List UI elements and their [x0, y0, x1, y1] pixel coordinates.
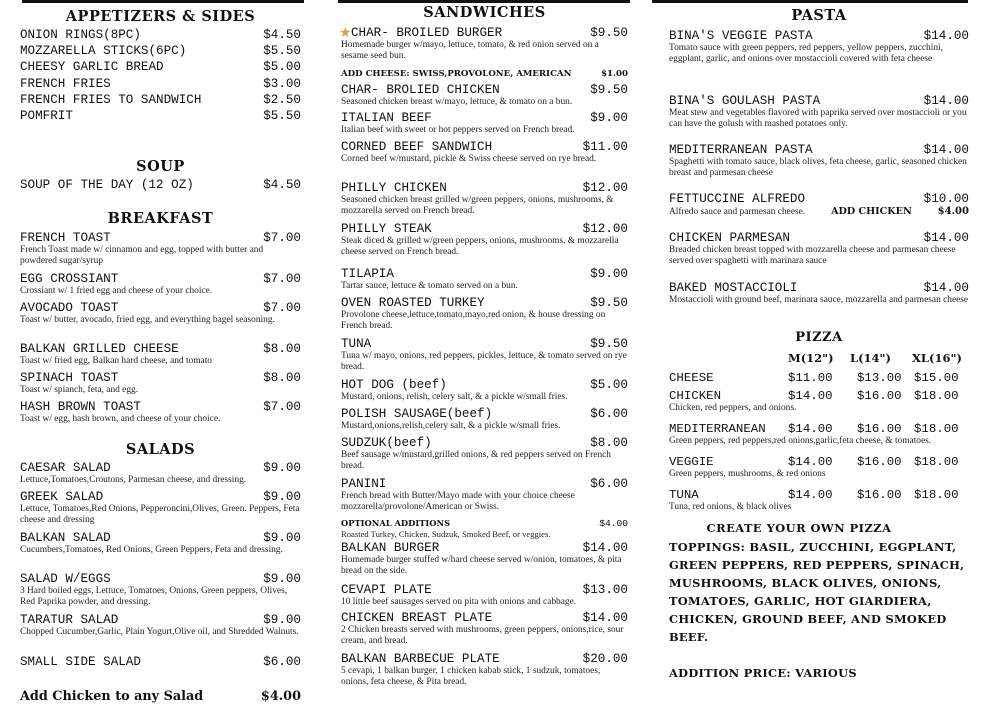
menu-item — [341, 26, 628, 63]
optional-additions-label: OPTIONAL ADDITIONS — [341, 518, 451, 528]
section-title-appetizers: APPETIZERS & SIDES — [65, 8, 256, 25]
item-price: $7.00 — [263, 231, 301, 245]
pizza-price-m: $11.00 — [788, 371, 833, 385]
item-price: $12.00 — [582, 222, 628, 236]
item-description: Steak diced & grilled w/green peppers, onions, mushrooms, & mozzarella cheese served on French bread. — [341, 236, 619, 258]
item-description: Mustard, onions, relish, celery salt, & a pickle w/small fries. — [341, 392, 568, 402]
item-name: PHILLY CHICKEN — [341, 181, 447, 195]
pizza-toppings: TOPPINGS: BASIL, ZUCCHINI, EGGPLANT, GREEN PEPPERS, RED PEPPERS, SPINACH, MUSHROOMS, BLACK OLIVES, ONIONS, TOMATOES, GARLIC, HOT GIARDIERA, CHICKEN, GROUND BEEF, AND SMOKED BEEF. — [669, 540, 965, 644]
menu-item — [20, 93, 301, 109]
item-description: French bread with Butter/Mayo made with your choice cheese mozzarella/provolone/American or Swiss. — [341, 491, 575, 513]
item-price: $6.00 — [590, 477, 628, 491]
column-top-rule — [338, 0, 630, 3]
item-description: Provolone cheese,lettuce,tomato,mayo,red onion, & house dressing on French bread. — [341, 310, 606, 332]
item-name: MOZZARELLA STICKS(6PC) — [20, 44, 187, 59]
pizza-price-l: $16.00 — [857, 389, 902, 403]
pizza-price-m: $14.00 — [788, 455, 833, 469]
item-price: $9.00 — [263, 490, 301, 504]
menu-item — [341, 436, 628, 473]
pizza-description: Green peppers, red peppers,red onions,garlic,feta cheese, & tomatoes. — [669, 436, 932, 446]
menu-item — [20, 272, 301, 297]
menu-item — [20, 531, 301, 556]
pizza-price-l: $16.00 — [857, 455, 902, 469]
item-description: Mustard,onions,relish,celery salt, & a pickle w/small fries. — [341, 421, 561, 431]
appetizers-list — [20, 28, 301, 125]
pizza-price-l: $16.00 — [857, 422, 902, 436]
star-icon: ★ — [339, 26, 352, 41]
menu-item — [341, 267, 628, 292]
item-price: $9.00 — [590, 111, 628, 125]
item-price: $3.00 — [263, 76, 301, 91]
item-name: BAKED MOSTACCIOLI — [669, 281, 798, 295]
menu-item — [669, 143, 969, 180]
item-name: BINA'S GOULASH PASTA — [669, 94, 821, 108]
section-title-pasta: PASTA — [791, 7, 847, 24]
item-price: $4.50 — [263, 178, 301, 192]
item-name: TILAPIA — [341, 267, 394, 281]
item-description: Cucumbers,Tomatoes, Red Onions, Green Peppers, Feta and dressing. — [20, 545, 283, 555]
item-name: POLISH SAUSAGE(beef) — [341, 407, 493, 421]
size-large: L(14") — [850, 351, 891, 365]
section-title-sandwiches: SANDWICHES — [423, 4, 546, 21]
pizza-name: TUNA — [669, 488, 699, 502]
pizza-name: MEDITERRANEAN — [669, 422, 766, 436]
item-price: $14.00 — [923, 231, 969, 245]
menu-item — [669, 29, 969, 66]
pizza-price-xl: $18.00 — [914, 455, 959, 469]
item-price: $14.00 — [582, 611, 628, 625]
item-description: Meat stew and vegetables flavored with paprika served over mostaccioli or you can have the golush with mashed potatoes only. — [669, 108, 967, 130]
add-chicken-price: $4.00 — [260, 689, 301, 704]
item-price: $14.00 — [923, 143, 969, 157]
item-price: $7.00 — [263, 301, 301, 315]
pizza-row — [669, 389, 969, 414]
add-cheese-option — [341, 69, 628, 79]
item-price: $7.00 — [263, 272, 301, 286]
menu-item — [20, 613, 301, 638]
item-name: BINA'S VEGGIE PASTA — [669, 29, 813, 43]
menu-item — [341, 477, 628, 514]
item-name: BALKAN BURGER — [341, 541, 440, 555]
item-description: Toast w/ fried egg, Balkan hard cheese, and tomato — [20, 356, 212, 366]
menu-item — [341, 296, 628, 333]
add-chicken-label: ADD CHICKEN — [831, 206, 912, 217]
item-price: $9.50 — [590, 296, 628, 310]
item-name: SPINACH TOAST — [20, 371, 119, 385]
item-name: SALAD W/EGGS — [20, 572, 111, 586]
item-price: $9.00 — [263, 572, 301, 586]
add-chicken-label: Add Chicken to any Salad — [20, 689, 204, 704]
item-price: $8.00 — [590, 436, 628, 450]
menu-item — [341, 140, 628, 165]
item-name: SMALL SIDE SALAD — [20, 655, 141, 669]
item-description: Tuna w/ mayo, onions, red peppers, pickles, lettuce, & tomato served on rye bread. — [341, 351, 627, 373]
item-name: POMFRIT — [20, 108, 73, 123]
menu-item — [341, 611, 628, 648]
item-name: HASH BROWN TOAST — [20, 400, 141, 414]
menu-item — [341, 83, 628, 108]
pizza-row — [669, 488, 969, 513]
pizza-price-xl: $18.00 — [914, 389, 959, 403]
item-price: $9.00 — [263, 531, 301, 545]
menu-item — [20, 490, 301, 527]
item-description: Spaghetti with tomato sauce, black olives, feta cheese, garlic, seasoned chicken breast and parmesan cheese — [669, 157, 967, 179]
pizza-row — [669, 455, 969, 480]
column-top-rule — [22, 0, 304, 3]
add-chicken-salad — [20, 689, 301, 704]
item-name: CHICKEN BREAST PLATE — [341, 611, 493, 625]
item-name: TUNA — [341, 337, 372, 351]
pizza-row — [669, 422, 969, 447]
column-top-rule — [652, 0, 968, 3]
item-price: $13.00 — [582, 583, 628, 597]
item-name: BALKAN SALAD — [20, 531, 111, 545]
item-description: Italian beef with sweet or hot peppers served on French bread. — [341, 125, 575, 135]
item-price: $6.00 — [263, 655, 301, 669]
item-description: Beef sausage w/mustard,grilled onions, & red peppers served on French bread. — [341, 450, 611, 472]
item-description: Homemade burger stuffed w/hard cheese served w/onion, tomatoes, & pita bread on the side. — [341, 555, 622, 577]
create-your-own-title: CREATE YOUR OWN PIZZA — [706, 521, 892, 535]
item-name: SOUP OF THE DAY (12 OZ) — [20, 178, 194, 192]
item-price: $9.00 — [263, 461, 301, 475]
item-price: $9.00 — [590, 267, 628, 281]
item-name: EGG CROSSIANT — [20, 272, 119, 286]
item-price: $7.00 — [263, 400, 301, 414]
addition-price: ADDITION PRICE: VARIOUS — [669, 666, 857, 680]
item-price: $5.50 — [263, 44, 301, 59]
item-description: Seasoned chicken breast w/mayo, lettuce, & tomato on a bun. — [341, 97, 573, 107]
item-price: $6.00 — [590, 407, 628, 421]
item-name: CHEESY GARLIC BREAD — [20, 60, 164, 75]
pizza-price-m: $14.00 — [788, 389, 833, 403]
item-price: $9.50 — [590, 83, 628, 97]
item-price: $10.00 — [923, 192, 969, 206]
menu-item — [20, 572, 301, 609]
item-name: CAESAR SALAD — [20, 461, 111, 475]
item-name: PANINI — [341, 477, 387, 491]
section-title-soup: SOUP — [136, 158, 185, 175]
menu-item — [341, 541, 628, 578]
menu-item — [20, 28, 301, 44]
menu-item — [669, 192, 969, 218]
menu-item — [20, 44, 301, 60]
pizza-price-m: $14.00 — [788, 488, 833, 502]
item-name: CHAR- BROLIED CHICKEN — [341, 83, 500, 97]
pizza-price-m: $14.00 — [788, 422, 833, 436]
item-name: TARATUR SALAD — [20, 613, 119, 627]
item-name: GREEK SALAD — [20, 490, 104, 504]
item-description: Crossiant w/ 1 fried egg and cheese of your choice. — [20, 286, 213, 296]
item-description: Toast w/ egg, hash brown, and cheese of your choice. — [20, 414, 221, 424]
item-price: $9.50 — [590, 26, 628, 40]
item-price: $9.00 — [263, 613, 301, 627]
item-description: Lettuce,Tomatoes,Croutons, Parmesan cheese, and dressing. — [20, 475, 247, 485]
size-medium: M(12") — [788, 351, 834, 365]
item-price: $14.00 — [582, 541, 628, 555]
item-name: CEVAPI PLATE — [341, 583, 432, 597]
item-price: $20.00 — [582, 652, 628, 666]
item-description: Mostaccioli with ground beef, marinara sauce, mozzarella and parmesan cheese — [669, 295, 969, 305]
item-price: $9.50 — [590, 337, 628, 351]
item-name: FRENCH FRIES — [20, 76, 111, 91]
menu-item — [20, 77, 301, 93]
menu-item — [20, 109, 301, 125]
item-price: $14.00 — [923, 281, 969, 295]
item-price: $14.00 — [923, 94, 969, 108]
item-price: $8.00 — [263, 371, 301, 385]
item-description: 5 cevapi, 1 balkan burger, 1 chicken kabab stick, 1 sudzuk, tomatoes, onions, feta cheese, & Pita bread. — [341, 666, 601, 688]
menu-item — [20, 60, 301, 76]
item-name: OVEN ROASTED TURKEY — [341, 296, 485, 310]
pizza-name: CHICKEN — [669, 389, 722, 403]
section-title-salads: SALADS — [125, 441, 196, 458]
add-chicken-price: $4.00 — [937, 206, 969, 217]
item-description: Toast w/ spianch, feta, and egg. — [20, 385, 139, 395]
pizza-size-header — [669, 351, 969, 365]
item-name: SUDZUK(beef) — [341, 436, 432, 450]
menu-item — [20, 400, 301, 425]
menu-item — [20, 655, 301, 669]
pizza-name: CHEESE — [669, 371, 714, 385]
add-cheese-label: ADD CHEESE: SWISS,PROVOLONE, AMERICAN — [341, 69, 572, 79]
item-price: $2.50 — [263, 92, 301, 107]
item-description: Breaded chicken breast topped with mozzarella cheese and parmesan cheese served over spaghetti with marinara sauce — [669, 245, 956, 267]
menu-item — [341, 111, 628, 136]
optional-additions — [341, 518, 628, 540]
menu-item — [341, 181, 628, 218]
item-price: $5.00 — [590, 378, 628, 392]
menu-item — [669, 231, 969, 268]
item-description: Homemade burger w/mayo, lettuce, tomato, & red onion served on a sesame seed bun. — [341, 40, 599, 62]
item-name: ITALIAN BEEF — [341, 111, 432, 125]
item-description: 2 Chicken breasts served with mushrooms, green peppers, onions,rice, sour cream, and bread. — [341, 625, 624, 647]
menu-item — [20, 301, 301, 326]
menu-item — [341, 222, 628, 259]
item-name: ONION RINGS(8PC) — [20, 28, 141, 42]
item-price: $14.00 — [923, 29, 969, 43]
size-xlarge: XL(16") — [912, 351, 962, 365]
item-price: $12.00 — [582, 181, 628, 195]
item-price: $11.00 — [582, 140, 628, 154]
item-description: 3 Hard boiled eggs, Lettuce, Tomatoes, Onions, Green peppers, Olives, Red Paprika powder, and dressing. — [20, 586, 288, 608]
item-description: Corned beef w/mustard, pickle & Swiss cheese served on rye bread. — [341, 154, 597, 164]
item-price: $4.50 — [263, 28, 301, 42]
menu-item — [341, 378, 628, 403]
item-name: FRENCH TOAST — [20, 231, 111, 245]
item-description: Toast w/ butter, avocado, fried egg, and everything bagel seasoning. — [20, 315, 275, 325]
item-name: BALKAN GRILLED CHEESE — [20, 342, 179, 356]
menu-item — [341, 583, 628, 608]
pizza-name: VEGGIE — [669, 455, 714, 469]
section-title-pizza: PIZZA — [795, 330, 843, 345]
item-description: Tomato sauce with green peppers, red peppers, yellow peppers, zucchini, eggplant, garlic, and onions over mostaccioli covered with feta cheese — [669, 43, 943, 65]
item-description: Seasoned chicken breast grilled w/green peppers, onions, mushrooms, & mozzarella served on French bread. — [341, 195, 614, 217]
menu-item — [669, 281, 969, 306]
pizza-price-l: $13.00 — [857, 371, 902, 385]
item-price: $5.50 — [263, 108, 301, 123]
menu-item — [341, 407, 628, 432]
menu-item — [20, 371, 301, 396]
item-name: FETTUCCINE ALFREDO — [669, 192, 806, 206]
menu-item — [20, 231, 301, 268]
item-price: $5.00 — [263, 60, 301, 75]
pizza-description: Tuna, red onions, & black olives — [669, 502, 792, 512]
item-description: French Toast made w/ cinnamon and egg, topped with butter and powdered sugar/syrup — [20, 245, 264, 267]
pizza-price-xl: $18.00 — [914, 422, 959, 436]
add-cheese-price: $1.00 — [601, 69, 628, 79]
item-price: $8.00 — [263, 342, 301, 356]
item-name: HOT DOG (beef) — [341, 378, 447, 392]
pizza-price-xl: $18.00 — [914, 488, 959, 502]
item-description: Alfredo sauce and parmesan cheese. — [669, 207, 806, 217]
optional-additions-description: Roasted Turkey, Chicken, Sudzuk, Smoked Beef, or veggies. — [341, 529, 551, 539]
item-name: AVOCADO TOAST — [20, 301, 119, 315]
pizza-description: Green peppers, mushrooms, & red onions — [669, 469, 826, 479]
pizza-price-l: $16.00 — [857, 488, 902, 502]
item-name: MEDITERRANEAN PASTA — [669, 143, 813, 157]
pizza-row — [669, 371, 969, 385]
item-name: BALKAN BARBECUE PLATE — [341, 652, 500, 666]
pizza-description: Chicken, red peppers, and onions. — [669, 403, 797, 413]
item-description: Chopped Cucumber,Garlic, Plain Yogurt,Olive oil, and Shredded Walnuts. — [20, 627, 299, 637]
item-description: Tartar sauce, lettuce & tomato served on a bun. — [341, 281, 518, 291]
item-description: Lettuce, Tomatoes,Red Onions, Pepperoncini,Olives, Green. Peppers, Feta cheese and dressing — [20, 504, 300, 526]
menu-item — [20, 461, 301, 486]
optional-additions-price: $4.00 — [599, 518, 628, 529]
section-title-breakfast: BREAKFAST — [107, 210, 214, 227]
item-description: 10 little beef sausages served on pita with onions and cabbage. — [341, 597, 577, 607]
menu-item — [20, 342, 301, 367]
menu-item — [20, 178, 301, 192]
item-name: FRENCH FRIES TO SANDWICH — [20, 92, 202, 107]
item-name: CHICKEN PARMESAN — [669, 231, 790, 245]
menu-item — [341, 652, 628, 689]
menu-item — [669, 94, 969, 131]
item-name: CORNED BEEF SANDWICH — [341, 140, 493, 154]
menu-item — [341, 337, 628, 374]
pizza-price-xl: $15.00 — [914, 371, 959, 385]
item-name: CHAR- BROILED BURGER — [351, 26, 503, 40]
item-name: PHILLY STEAK — [341, 222, 432, 236]
